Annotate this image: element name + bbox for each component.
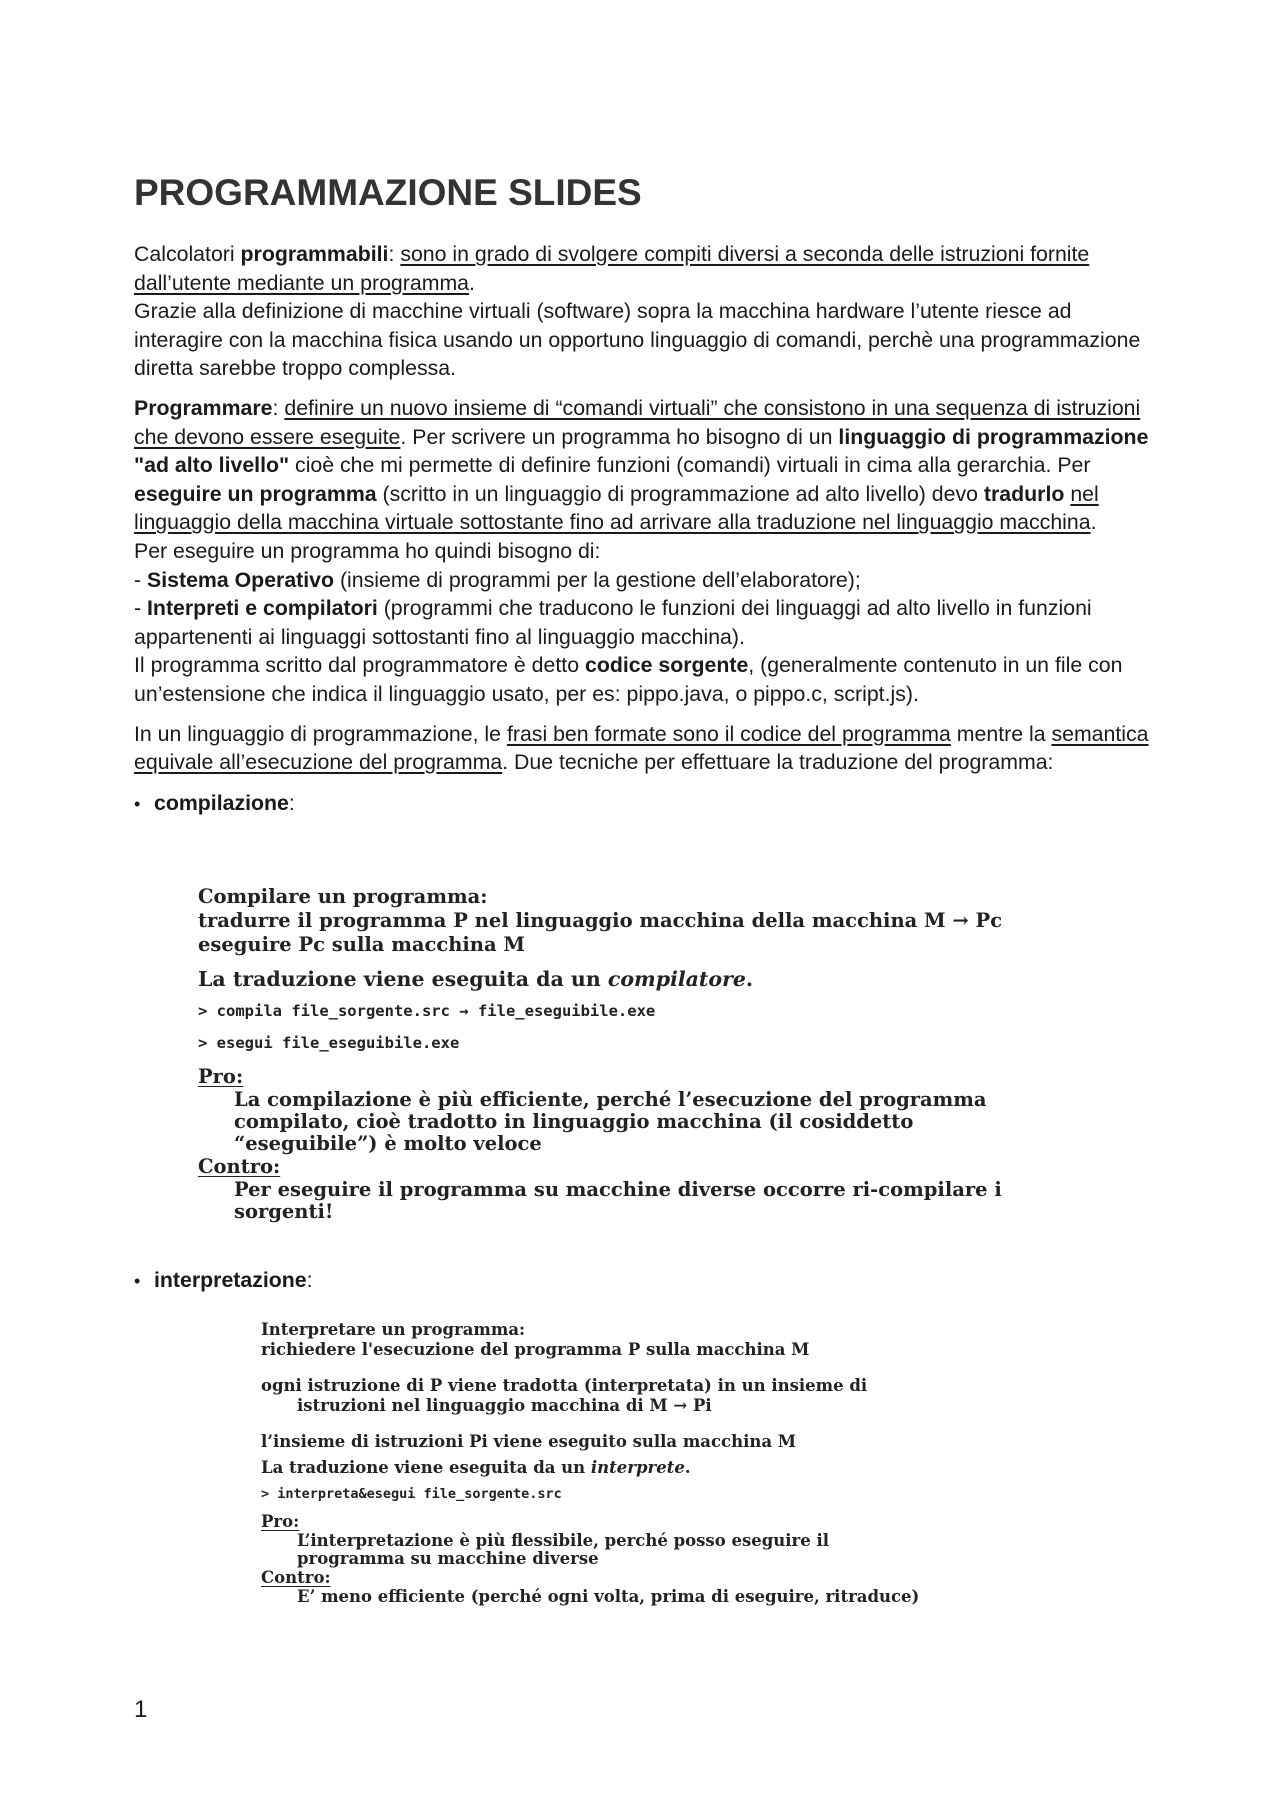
text-run: - xyxy=(134,567,148,592)
paragraph-interpreti xyxy=(134,594,1154,651)
text-run: . xyxy=(1090,510,1097,535)
term-linguaggio-alto-livello: linguaggio di programmazione "ad alto livello" xyxy=(134,424,1149,478)
slide-command: > esegui file_eseguibile.exe xyxy=(198,1034,460,1052)
underlined-definition: sono in grado di svolgere compiti diversi a seconda delle istruzioni fornite dall’utente mediante un programma xyxy=(134,242,1090,295)
slide-line: l’insieme di istruzioni Pi viene eseguito sulla macchina M xyxy=(261,1432,797,1451)
text-run: Il programma scritto dal programmatore è detto xyxy=(134,653,585,678)
text-run: : xyxy=(388,242,401,266)
bullet-dot: • xyxy=(134,1271,141,1291)
slide-line: “eseguibile”) è molto veloce xyxy=(234,1132,542,1155)
body-text xyxy=(134,240,1154,818)
slide-line: programma su macchine diverse xyxy=(297,1549,599,1568)
term-eseguire: eseguire un programma xyxy=(134,481,377,506)
paragraph-calcolatori xyxy=(134,240,1154,297)
text-run: In un linguaggio di programmazione, le xyxy=(134,721,507,746)
term-interprete: interprete xyxy=(590,1458,685,1477)
slide-line: compilato, cioè tradotto in linguaggio macchina (il cosiddetto xyxy=(234,1110,914,1133)
underlined-definition: semantica equivale all’esecuzione del programma xyxy=(134,721,1149,775)
slide-line: Per eseguire il programma su macchine diverse occorre ri-compilare i xyxy=(234,1178,1002,1201)
text-run: (insieme di programmi per la gestione dell’elaboratore); xyxy=(334,567,861,592)
term-programmare: Programmare xyxy=(134,395,273,420)
bullet-dot: • xyxy=(134,793,141,814)
slide-pro-label: Pro: xyxy=(198,1065,244,1088)
slide-line: E’ meno efficiente (perché ogni volta, prima di eseguire, ritraduce) xyxy=(297,1587,920,1606)
text-run: . xyxy=(745,967,754,991)
slide-line: sorgenti! xyxy=(234,1200,334,1223)
slide-line: tradurre il programma P nel linguaggio macchina della macchina M → Pc xyxy=(198,909,1003,932)
text-run: : xyxy=(288,790,295,815)
text-run: La traduzione viene eseguita da un xyxy=(261,1458,591,1477)
paragraph-macchine-virtuali: Grazie alla definizione di macchine virtuali (software) sopra la macchina hardware l’utente riesce ad interagire con la macchina fisica usando un opportuno linguaggio di comandi, perchè una programmazione diretta sarebbe troppo complessa. xyxy=(134,299,1141,381)
term-codice-sorgente: codice sorgente xyxy=(584,653,749,678)
text-run: , (generalmente contenuto in un file con un’estensione che indica il linguaggio usato, per es: pippo.java, o pippo.c, script.js). xyxy=(134,653,1123,706)
bullet-term: interpretazione xyxy=(154,1268,307,1292)
bullet-compilazione xyxy=(134,789,1154,819)
paragraph-bisogno: Per eseguire un programma ho quindi bisogno di: xyxy=(134,538,601,563)
slide-heading: Compilare un programma: xyxy=(198,885,488,908)
text-run: cioè che mi permette di definire funzioni (comandi) virtuali in cima alla gerarchia. Per xyxy=(289,453,1091,478)
slide-image-compilazione xyxy=(198,885,1002,1223)
slide-line: L’interpretazione è più flessibile, perché posso eseguire il xyxy=(297,1531,830,1550)
slide-line: La compilazione è più efficiente, perché l’esecuzione del programma xyxy=(234,1088,987,1111)
text-run: - xyxy=(134,596,148,621)
slide-image-interpretazione xyxy=(261,1320,919,1606)
slide-line: eseguire Pc sulla macchina M xyxy=(198,933,525,956)
slide-line: richiedere l'esecuzione del programma P sulla macchina M xyxy=(261,1340,810,1359)
term-tradurlo: tradurlo xyxy=(983,481,1065,506)
term-programmabili: programmabili xyxy=(240,242,389,266)
text-run: (scritto in un linguaggio di programmazione ad alto livello) devo xyxy=(376,481,984,506)
slide-line: ogni istruzione di P viene tradotta (interpretata) in un insieme di xyxy=(261,1376,868,1395)
bullet-term: compilazione xyxy=(154,790,289,815)
slide-heading: Interpretare un programma: xyxy=(261,1320,526,1339)
slide-line xyxy=(198,967,1002,991)
bullet-label xyxy=(154,789,295,818)
text-run: (programmi che traducono le funzioni dei linguaggi ad alto livello in funzioni appartenenti ai linguaggi sottostanti fino al linguaggio macchina). xyxy=(134,596,1092,649)
text-run: La traduzione viene eseguita da un xyxy=(198,967,608,991)
term-interpreti-compilatori: Interpreti e compilatori xyxy=(147,596,378,621)
paragraph-programmare xyxy=(134,394,1154,537)
paragraph-codice-sorgente xyxy=(134,651,1154,708)
paragraph-semantica xyxy=(134,720,1154,777)
text-run: . Per scrivere un programma ho bisogno di un xyxy=(400,424,839,449)
text-run: . xyxy=(684,1458,691,1477)
bullet-interpretazione xyxy=(134,1268,313,1293)
slide-line xyxy=(261,1458,919,1478)
slide-contro-label: Contro: xyxy=(261,1568,331,1587)
bullet-label xyxy=(154,1268,313,1293)
slide-command: > compila file_sorgente.src → file_eseguibile.exe xyxy=(198,1002,656,1020)
slide-command: > interpreta&esegui file_sorgente.src xyxy=(261,1486,562,1502)
term-sistema-operativo: Sistema Operativo xyxy=(147,567,335,592)
text-run: mentre la xyxy=(950,721,1052,746)
term-compilatore: compilatore xyxy=(607,967,746,991)
slide-line: istruzioni nel linguaggio macchina di M → Pi xyxy=(297,1396,712,1415)
text-run: . xyxy=(469,270,475,295)
text-run: : xyxy=(306,1268,313,1292)
text-run: : xyxy=(272,395,285,420)
paragraph-sistema-operativo xyxy=(134,566,1154,595)
text-run: Calcolatori xyxy=(134,242,241,266)
slide-pro-label: Pro: xyxy=(261,1512,300,1531)
underlined-definition: frasi ben formate sono il codice del programma xyxy=(506,721,951,746)
slide-contro-label: Contro: xyxy=(198,1155,281,1178)
underlined-definition: definire un nuovo insieme di “comandi virtuali” che consistono in una sequenza di istruzioni che devono essere eseguite xyxy=(134,395,1141,449)
page-number: 1 xyxy=(134,1696,148,1723)
page-title: PROGRAMMAZIONE SLIDES xyxy=(134,172,642,213)
text-run: . Due tecniche per effettuare la traduzione del programma: xyxy=(502,750,1054,775)
underlined-definition: nel linguaggio della macchina virtuale sottostante fino ad arrivare alla traduzione nel linguaggio macchina xyxy=(134,481,1099,535)
